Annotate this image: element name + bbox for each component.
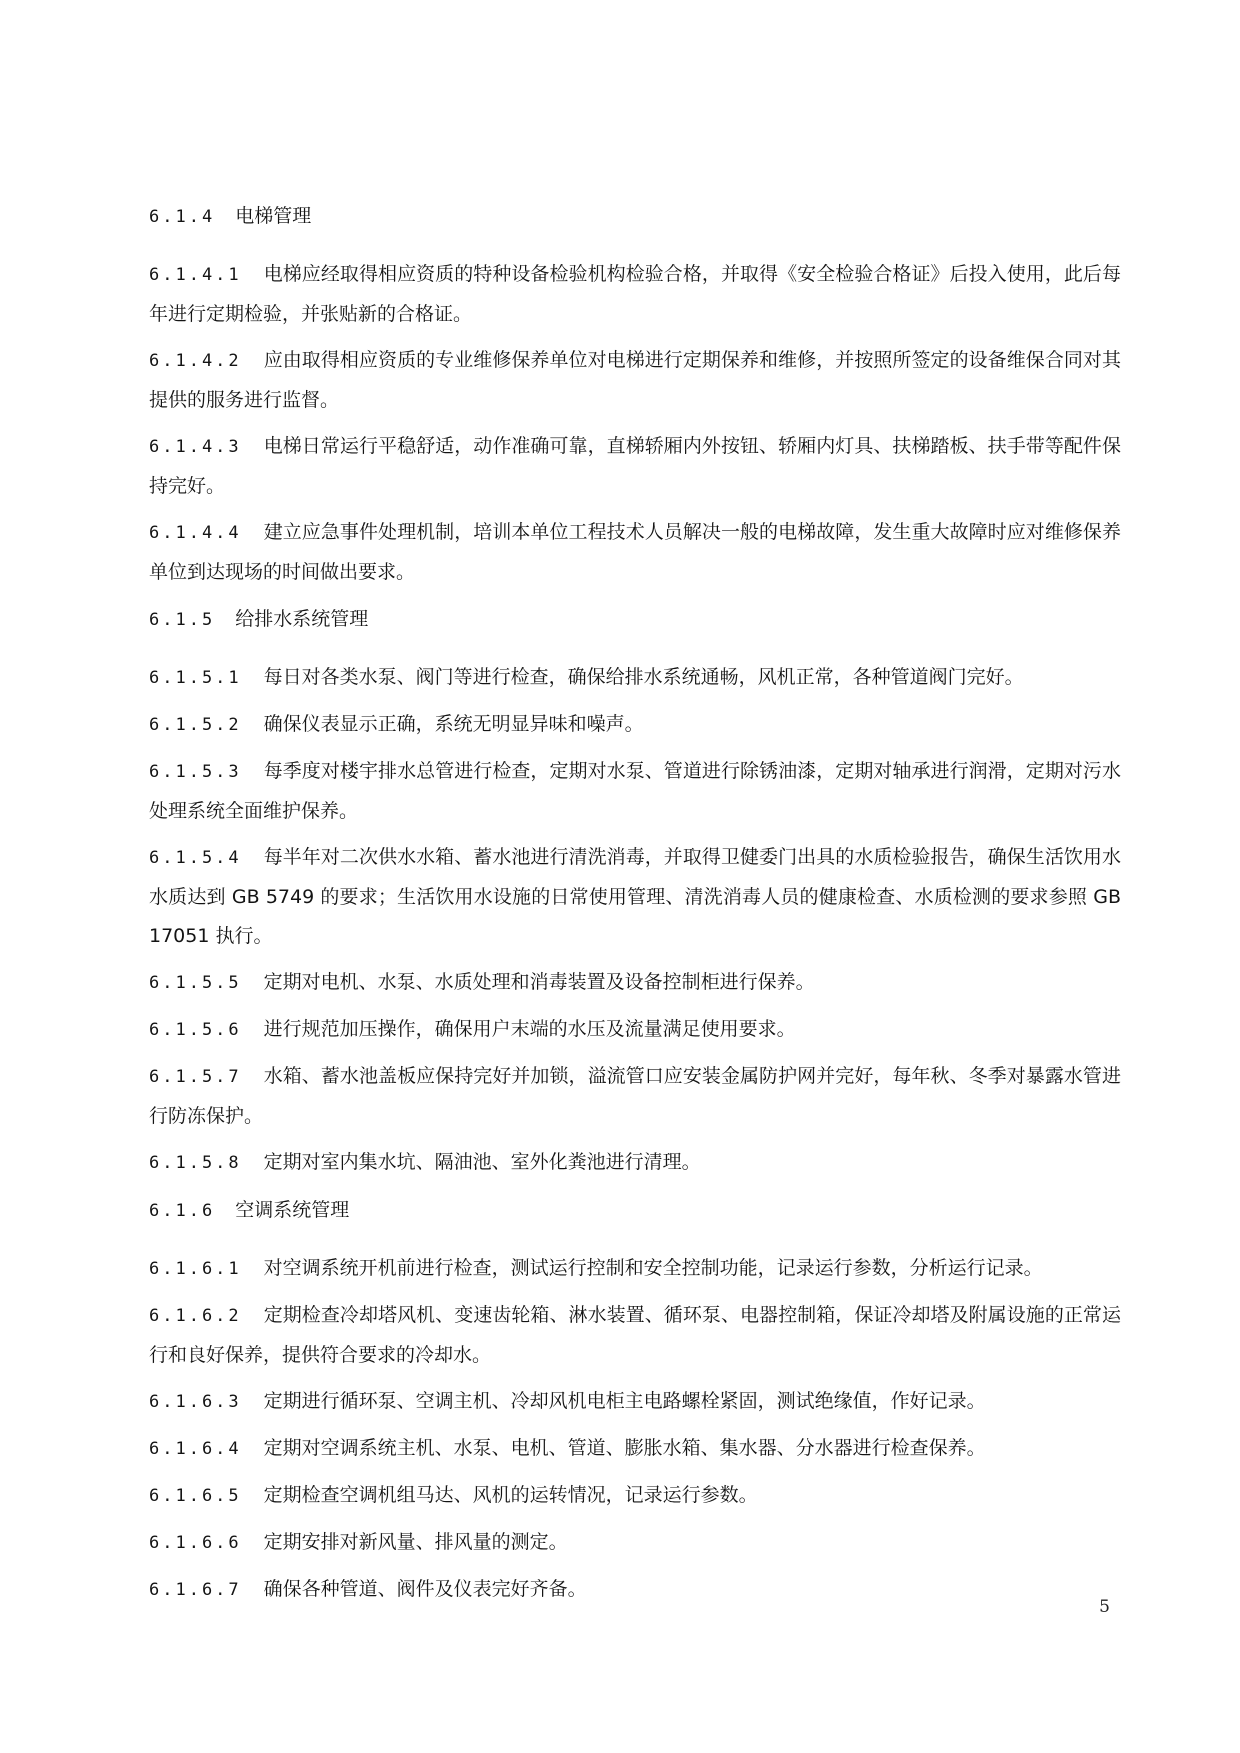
clause-number: 6.1.4.3: [149, 437, 242, 457]
clause-text: 每季度对楼宇排水总管进行检查，定期对水泵、管道进行除锈油漆，定期对轴承进行润滑，定期对污水处理系统全面维护保养。: [149, 760, 1121, 822]
clause-text: 建立应急事件处理机制，培训本单位工程技术人员解决一般的电梯故障，发生重大故障时应对维修保养单位到达现场的时间做出要求。: [149, 521, 1121, 583]
clause-text: 每日对各类水泵、阀门等进行检查，确保给排水系统通畅，风机正常，各种管道阀门完好。: [263, 666, 1024, 688]
clause-number: 6.1.4.4: [149, 523, 242, 543]
clause-text: 定期对空调系统主机、水泵、电机、管道、膨胀水箱、集水器、分水器进行检查保养。: [263, 1437, 986, 1459]
clause-number: 6.1.6.3: [149, 1392, 242, 1412]
clause-number: 6.1.5.5: [149, 973, 242, 993]
clause-text: 水箱、蓄水池盖板应保持完好并加锁，溢流管口应安装金属防护网并完好，每年秋、冬季对暴露水管进行防冻保护。: [149, 1065, 1121, 1127]
clause: [149, 1143, 1121, 1183]
clause-text: 定期对电机、水泵、水质处理和消毒装置及设备控制柜进行保养。: [263, 971, 815, 993]
section-number: 6.1.4: [149, 207, 216, 227]
clause-text: 定期检查冷却塔风机、变速齿轮箱、淋水装置、循环泵、电器控制箱，保证冷却塔及附属设施的正常运行和良好保养，提供符合要求的冷却水。: [149, 1304, 1121, 1366]
clause: [149, 255, 1121, 334]
clause-text: 电梯应经取得相应资质的特种设备检验机构检验合格，并取得《安全检验合格证》后投入使用，此后每年进行定期检验，并张贴新的合格证。: [149, 263, 1121, 325]
clause: [149, 341, 1121, 420]
clause-text: 对空调系统开机前进行检查，测试运行控制和安全控制功能，记录运行参数，分析运行记录。: [263, 1257, 1043, 1279]
clause-text: 确保仪表显示正确，系统无明显异味和噪声。: [263, 713, 644, 735]
clause: [149, 1429, 1121, 1469]
section-heading: [149, 599, 1121, 639]
clause-text: 定期对室内集水坑、隔油池、室外化粪池进行清理。: [263, 1151, 701, 1173]
clause: [149, 427, 1121, 506]
clause-text: 应由取得相应资质的专业维修保养单位对电梯进行定期保养和维修，并按照所签定的设备维保合同对其提供的服务进行监督。: [149, 349, 1121, 411]
clause: [149, 1523, 1121, 1563]
page-number: 5: [1099, 1597, 1110, 1617]
clause-number: 6.1.5.8: [149, 1153, 242, 1173]
document-body: [149, 196, 1121, 1617]
section-title: 空调系统管理: [235, 1199, 350, 1221]
clause: [149, 1010, 1121, 1050]
section-title: 电梯管理: [235, 205, 312, 227]
clause-number: 6.1.5.3: [149, 762, 242, 782]
section-number: 6.1.6: [149, 1201, 216, 1221]
clause: [149, 1382, 1121, 1422]
clause-text: 确保各种管道、阀件及仪表完好齐备。: [263, 1578, 587, 1600]
clause: [149, 838, 1121, 956]
clause-text: 定期安排对新风量、排风量的测定。: [263, 1531, 568, 1553]
clause: [149, 963, 1121, 1003]
clause-number: 6.1.6.5: [149, 1486, 242, 1506]
section-heading: [149, 1190, 1121, 1230]
clause-text: 定期检查空调机组马达、风机的运转情况，记录运行参数。: [263, 1484, 758, 1506]
clause-number: 6.1.5.7: [149, 1067, 242, 1087]
clause-number: 6.1.4.2: [149, 351, 242, 371]
clause: [149, 1476, 1121, 1516]
clause-number: 6.1.5.4: [149, 848, 242, 868]
clause-number: 6.1.6.1: [149, 1259, 242, 1279]
clause-number: 6.1.5.1: [149, 668, 242, 688]
clause-text: 进行规范加压操作，确保用户末端的水压及流量满足使用要求。: [263, 1018, 796, 1040]
clause-number: 6.1.6.2: [149, 1306, 242, 1326]
clause-number: 6.1.4.1: [149, 265, 242, 285]
clause-number: 6.1.6.7: [149, 1580, 242, 1600]
clause: [149, 1570, 1121, 1610]
section-title: 给排水系统管理: [235, 608, 369, 630]
section-number: 6.1.5: [149, 610, 216, 630]
clause: [149, 752, 1121, 831]
clause-number: 6.1.6.6: [149, 1533, 242, 1553]
clause-number: 6.1.6.4: [149, 1439, 242, 1459]
clause-number: 6.1.5.6: [149, 1020, 242, 1040]
clause-text: 定期进行循环泵、空调主机、冷却风机电柜主电路螺栓紧固，测试绝缘值，作好记录。: [263, 1390, 986, 1412]
clause: [149, 1057, 1121, 1136]
clause: [149, 513, 1121, 592]
clause: [149, 1249, 1121, 1289]
clause: [149, 705, 1121, 745]
clause: [149, 658, 1121, 698]
clause-text: 每半年对二次供水水箱、蓄水池进行清洗消毒，并取得卫健委门出具的水质检验报告，确保生活饮用水水质达到 GB 5749 的要求；生活饮用水设施的日常使用管理、清洗消毒人员的健康检查、水质检测的要求参照 GB 17051 执行。: [149, 846, 1121, 947]
clause: [149, 1296, 1121, 1375]
clause-text: 电梯日常运行平稳舒适，动作准确可靠，直梯轿厢内外按钮、轿厢内灯具、扶梯踏板、扶手带等配件保持完好。: [149, 435, 1121, 497]
section-heading: [149, 196, 1121, 236]
clause-number: 6.1.5.2: [149, 715, 242, 735]
